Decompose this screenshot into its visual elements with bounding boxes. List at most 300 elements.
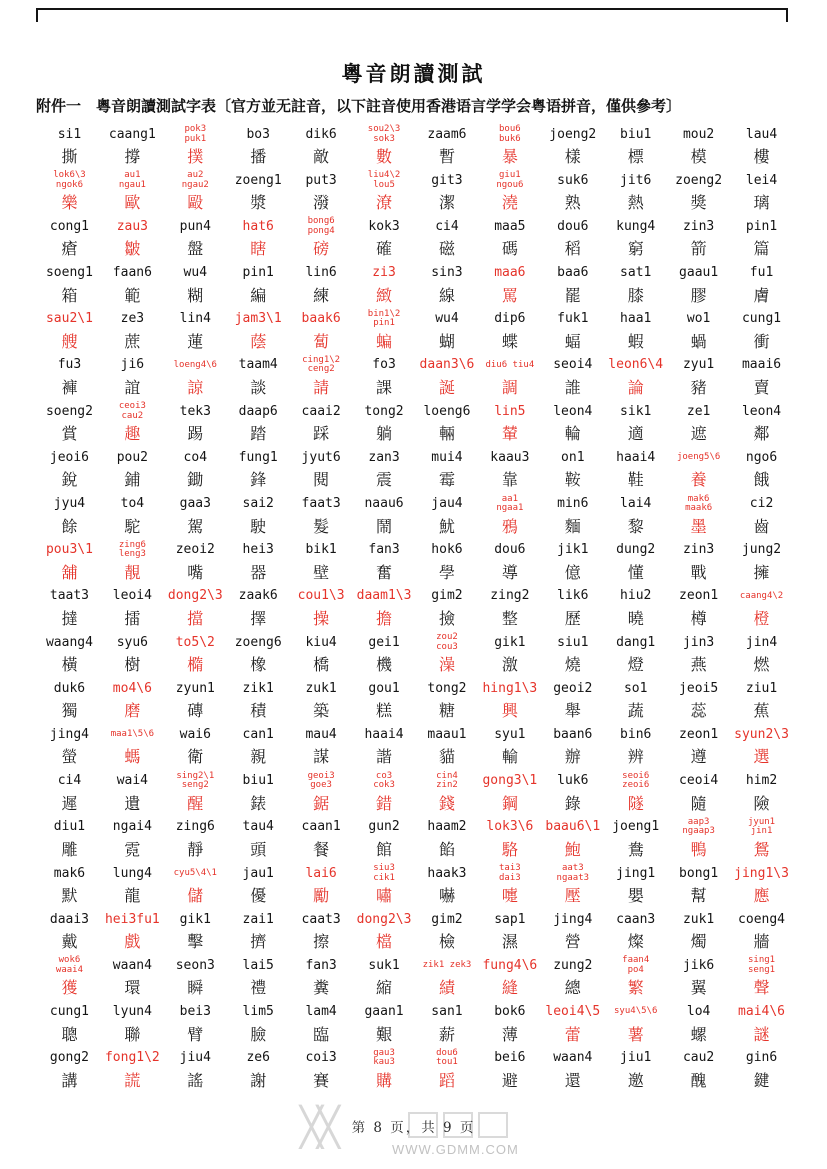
jyutping-label: zan3 [368, 449, 400, 465]
entry-cell [416, 261, 479, 307]
entry-cell [416, 538, 479, 584]
entry-cell [604, 630, 667, 676]
entry-cell [604, 907, 667, 953]
jyutping-label: caan1 [301, 819, 341, 835]
entry-cell [164, 445, 227, 491]
hanzi-char: 碼 [501, 239, 518, 259]
entry-cell [164, 769, 227, 815]
entry-cell [227, 861, 290, 907]
hanzi-char: 學 [438, 562, 455, 582]
entry-cell [604, 538, 667, 584]
hanzi-char: 翼 [690, 978, 707, 998]
entry-cell [416, 399, 479, 445]
hanzi-char: 篇 [753, 239, 770, 259]
hanzi-char: 壓 [564, 886, 581, 905]
jyutping-label: can1 [242, 726, 274, 742]
entry-cell [667, 1046, 730, 1092]
entry-cell [730, 676, 793, 722]
jyutping-label: joeng5\6 [676, 452, 721, 463]
jyutping-label: ci4 [435, 218, 459, 234]
hanzi-char: 雕 [61, 839, 78, 859]
entry-cell [604, 953, 667, 999]
hanzi-char: 養 [690, 470, 707, 490]
entry-cell [101, 353, 164, 399]
hanzi-char: 躺 [376, 424, 393, 444]
hanzi-char: 興 [501, 701, 518, 721]
entry-cell [101, 445, 164, 491]
hanzi-char: 購 [376, 1070, 393, 1090]
hanzi-char: 輛 [438, 424, 455, 444]
entry-cell [101, 907, 164, 953]
hanzi-char: 盤 [187, 239, 204, 259]
hanzi-char: 衝 [753, 331, 770, 351]
entry-cell [101, 168, 164, 214]
hanzi-char: 艱 [376, 1024, 393, 1044]
jyutping-label: leoi4\5 [545, 1004, 601, 1020]
entry-cell [416, 769, 479, 815]
entry-cell [353, 399, 416, 445]
hanzi-char: 磨 [124, 701, 141, 721]
entry-cell [478, 492, 541, 538]
hanzi-char: 練 [313, 285, 330, 305]
jyutping-label: zau3 [116, 218, 149, 234]
jyutping-label: lam4 [305, 1004, 337, 1020]
hanzi-char: 賣 [753, 377, 770, 397]
jyutping-label: daam1\3 [356, 588, 412, 604]
entry-cell [667, 445, 730, 491]
entry-cell [290, 676, 353, 722]
jyutping-label: caang1 [108, 126, 156, 142]
entry-cell [478, 953, 541, 999]
jyutping-label: zin3 [682, 218, 715, 234]
hanzi-char: 遵 [690, 747, 707, 767]
hanzi-char: 稻 [564, 239, 581, 259]
jyutping-label: min6 [557, 496, 589, 511]
hanzi-char: 駕 [187, 516, 204, 536]
entry-cell [38, 769, 101, 815]
entry-cell [478, 214, 541, 260]
jyutping-label: baau6\1 [545, 819, 601, 835]
jyutping-label: diu1 [53, 819, 86, 835]
entry-cell [290, 492, 353, 538]
entry-cell [478, 676, 541, 722]
entry-cell [227, 492, 290, 538]
entry-cell [101, 214, 164, 260]
jyutping-label: gik1 [494, 634, 526, 650]
entry-cell [478, 861, 541, 907]
jyutping-label: fan3 [368, 542, 400, 558]
jyutping-label: maai6 [741, 357, 782, 373]
jyutping-label: jyut6 [301, 449, 341, 465]
entry-cell [478, 122, 541, 168]
entry-cell [541, 1046, 604, 1092]
table-row [38, 769, 793, 815]
hanzi-char: 壁 [313, 562, 330, 582]
entry-cell [38, 584, 101, 630]
jyutping-label: daap6 [238, 403, 278, 419]
hanzi-char: 謠 [187, 1070, 204, 1090]
entry-cell [730, 630, 793, 676]
hanzi-char: 黎 [627, 516, 644, 536]
entry-cell [730, 1046, 793, 1092]
entry-cell [290, 307, 353, 353]
hanzi-char: 戲 [124, 932, 141, 952]
entry-cell [416, 214, 479, 260]
jyutping-label: hei3 [242, 542, 274, 558]
jyutping-label: jit6 [620, 172, 652, 188]
table-row [38, 1046, 793, 1092]
entry-cell [541, 584, 604, 630]
entry-cell [604, 1000, 667, 1046]
hanzi-char: 默 [61, 886, 78, 905]
hanzi-char: 毆 [187, 193, 204, 213]
hanzi-char: 鋼 [501, 793, 518, 813]
hanzi-char: 諧 [376, 747, 393, 767]
jyutping-label: zik1 zek3 [422, 960, 472, 971]
jyutping-label: dik6 [305, 126, 337, 142]
jyutping-label: jeoi6 [49, 449, 90, 465]
hanzi-char: 螺 [690, 1024, 707, 1044]
jyutping-label: caai2 [301, 403, 341, 419]
jyutping-label: hei3fu1 [104, 911, 160, 927]
jyutping-label: maa1\5\6 [110, 729, 155, 740]
hanzi-char: 震 [376, 470, 393, 490]
jyutping-label: wu4 [183, 265, 208, 281]
hanzi-char: 儲 [187, 886, 204, 905]
hanzi-char: 霉 [438, 470, 455, 490]
entry-cell [290, 953, 353, 999]
jyutping-label: aat3 ngaat3 [556, 863, 590, 883]
jyutping-label: wai4 [116, 773, 149, 789]
entry-cell [541, 399, 604, 445]
hanzi-char: 魷 [438, 516, 455, 536]
hanzi-char: 謀 [313, 747, 330, 767]
jyutping-label: ceoi3 cau2 [118, 401, 146, 421]
hanzi-char: 蝸 [690, 331, 707, 351]
jyutping-label: jing1\3 [734, 865, 789, 881]
entry-cell [38, 630, 101, 676]
hanzi-char: 歷 [564, 608, 581, 628]
hanzi-char: 檔 [376, 932, 393, 952]
hanzi-char: 蔭 [250, 331, 267, 351]
jyutping-label: fu3 [57, 357, 82, 373]
jyutping-label: fo3 [372, 357, 396, 373]
hanzi-char: 緻 [376, 285, 393, 305]
hanzi-char: 牆 [753, 932, 770, 952]
jyutping-label: syun2\3 [734, 726, 789, 742]
entry-cell [164, 584, 227, 630]
entry-cell [38, 1000, 101, 1046]
hanzi-char: 積 [250, 701, 267, 721]
jyutping-label: biu1 [620, 126, 652, 142]
jyutping-label: aa1 ngaa1 [496, 493, 524, 513]
hanzi-char: 窮 [627, 239, 644, 259]
jyutping-label: ji6 [120, 357, 145, 373]
jyutping-label: liu4\2 lou5 [367, 170, 401, 190]
entry-cell [667, 584, 730, 630]
hanzi-char: 懂 [627, 562, 644, 582]
entry-cell [667, 122, 730, 168]
hanzi-char: 靜 [187, 839, 204, 859]
entry-cell [164, 722, 227, 768]
entry-cell [101, 307, 164, 353]
hanzi-char: 錄 [564, 793, 581, 813]
jyutping-label: fong1\2 [104, 1050, 160, 1066]
jyutping-label: sou2\3 sok3 [367, 124, 401, 144]
entry-cell [164, 1000, 227, 1046]
hanzi-char: 激 [501, 655, 518, 675]
entry-cell [416, 815, 479, 861]
jyutping-label: maa6 [494, 265, 526, 281]
jyutping-label: daai3 [49, 911, 90, 927]
hanzi-char: 鴦 [627, 839, 644, 859]
hanzi-char: 擊 [187, 932, 204, 952]
jyutping-label: bin1\2 pin1 [367, 308, 401, 329]
hanzi-char: 螢 [61, 747, 78, 767]
jyutping-label: gau3 kau3 [373, 1047, 395, 1068]
jyutping-label: cing1\2 ceng2 [302, 354, 341, 375]
entry-cell [227, 815, 290, 861]
jyutping-label: caat3 [301, 911, 341, 927]
jyutping-label: aap3 ngaap3 [682, 816, 715, 837]
jyutping-label: lei4 [745, 172, 778, 188]
hanzi-char: 薪 [438, 1024, 455, 1044]
jyutping-label: zung2 [553, 957, 593, 973]
entry-cell [101, 261, 164, 307]
hanzi-char: 燒 [564, 655, 581, 675]
hanzi-char: 舖 [61, 562, 78, 582]
entry-cell [604, 861, 667, 907]
entry-cell [101, 584, 164, 630]
hanzi-char: 撲 [187, 147, 204, 166]
hanzi-char: 靚 [124, 562, 141, 582]
jyutping-label: waan4 [553, 1050, 593, 1066]
jyutping-label: bou6 buk6 [499, 124, 521, 144]
entry-cell [38, 722, 101, 768]
hanzi-char: 銳 [61, 470, 78, 490]
entry-cell [478, 584, 541, 630]
jyutping-label: to4 [120, 496, 145, 511]
jyutping-label: leon6\4 [608, 357, 664, 373]
hanzi-char: 燕 [690, 655, 707, 675]
hanzi-char: 蹈 [438, 1070, 455, 1090]
entry-cell [541, 769, 604, 815]
hanzi-char: 嬰 [627, 886, 644, 905]
table-row [38, 307, 793, 353]
jyutping-label: mak6 maak6 [685, 493, 713, 513]
entry-cell [604, 307, 667, 353]
hanzi-char: 鋪 [124, 470, 141, 490]
entry-cell [416, 353, 479, 399]
entry-cell [101, 769, 164, 815]
hanzi-char: 臉 [250, 1024, 267, 1044]
hanzi-char: 醜 [690, 1070, 707, 1090]
jyutping-label: baa6 [557, 265, 589, 281]
hanzi-char: 歐 [124, 193, 141, 213]
jyutping-label: lo4 [686, 1004, 711, 1020]
entry-cell [730, 445, 793, 491]
entry-cell [667, 630, 730, 676]
entry-cell [38, 492, 101, 538]
entry-cell [227, 769, 290, 815]
hanzi-char: 暫 [438, 147, 455, 166]
jyutping-label: soeng2 [45, 403, 93, 419]
hanzi-char: 數 [376, 147, 393, 166]
hanzi-char: 聲 [753, 978, 770, 998]
jyutping-label: mau4 [305, 726, 337, 742]
entry-cell [164, 630, 227, 676]
entry-cell [164, 815, 227, 861]
jyutping-label: lok6\3 ngok6 [53, 170, 86, 190]
jyutping-label: ziu1 [745, 680, 778, 696]
entry-cell [730, 353, 793, 399]
hanzi-char: 獨 [61, 701, 78, 721]
entry-cell [541, 307, 604, 353]
jyutping-label: seoi4 [553, 357, 593, 373]
hanzi-char: 燈 [627, 655, 644, 675]
hanzi-char: 輸 [501, 747, 518, 767]
hanzi-char: 機 [376, 655, 393, 675]
hanzi-char: 撐 [124, 147, 141, 166]
jyutping-label: jau1 [242, 865, 274, 881]
jyutping-label: fung1 [238, 449, 278, 465]
jyutping-label: loeng4\6 [173, 359, 217, 370]
jyutping-label: mo4\6 [112, 680, 152, 696]
entry-cell [730, 538, 793, 584]
hanzi-char: 謎 [753, 1024, 770, 1044]
jyutping-label: geoi3 goe3 [307, 770, 335, 791]
entry-cell [164, 953, 227, 999]
jyutping-label: pun4 [179, 218, 211, 234]
hanzi-char: 戰 [690, 562, 707, 582]
hanzi-char: 導 [501, 562, 518, 582]
jyutping-label: joeng2 [549, 126, 597, 142]
jyutping-label: tau4 [242, 819, 274, 835]
hanzi-char: 褲 [61, 377, 78, 397]
jyutping-label: jeoi5 [679, 680, 719, 696]
jyutping-label: siu1 [557, 634, 589, 650]
entry-cell [667, 353, 730, 399]
entry-cell [604, 676, 667, 722]
jyutping-label: gaau1 [679, 265, 719, 281]
entry-cell [604, 214, 667, 260]
jyutping-label: ngai4 [112, 819, 152, 835]
jyutping-label: fuk1 [557, 311, 589, 327]
entry-cell [227, 122, 290, 168]
jyutping-label: waang4 [45, 634, 93, 650]
jyutping-label: kung4 [616, 218, 656, 234]
entry-cell [730, 492, 793, 538]
jyutping-label: faan4 po4 [622, 955, 650, 975]
hanzi-char: 餓 [753, 470, 770, 490]
jyutping-label: lin6 [305, 265, 337, 281]
jyutping-label: wo1 [686, 311, 711, 327]
hanzi-char: 薄 [501, 1024, 518, 1044]
entry-cell [478, 1046, 541, 1092]
hanzi-char: 麵 [564, 516, 581, 536]
jyutping-label: ci2 [749, 496, 774, 511]
entry-cell [730, 722, 793, 768]
hanzi-char: 瘡 [61, 239, 78, 259]
hanzi-char: 潑 [313, 193, 330, 213]
jyutping-label: so1 [623, 680, 648, 696]
jyutping-label: dou6 [557, 218, 589, 234]
entry-cell [478, 261, 541, 307]
hanzi-char: 螞 [124, 747, 141, 767]
hanzi-char: 勵 [313, 886, 330, 905]
jyutping-label: haa1 [620, 311, 652, 327]
entry-cell [164, 307, 227, 353]
hanzi-char: 請 [313, 377, 330, 397]
jyutping-label: gaan1 [364, 1004, 404, 1020]
entry-cell [478, 815, 541, 861]
page-subtitle: 附件一 粵音朗讀測試字表〔官方並无註音，以下註音使用香港语言学学会粤语拼音，僅供參考〕 [36, 97, 682, 115]
entry-cell [38, 445, 101, 491]
entry-cell [164, 168, 227, 214]
entry-cell [164, 353, 227, 399]
jyutping-label: fan3 [305, 957, 337, 973]
hanzi-char: 築 [313, 701, 330, 721]
entry-cell [416, 722, 479, 768]
entry-cell [38, 307, 101, 353]
jyutping-label: zing6 [175, 819, 215, 835]
jyutping-label: san1 [431, 1004, 463, 1020]
hanzi-char: 標 [627, 147, 644, 166]
entry-cell [667, 907, 730, 953]
hanzi-char: 磁 [438, 239, 455, 259]
jyutping-label: biu1 [242, 773, 274, 789]
entry-cell [101, 122, 164, 168]
hanzi-char: 鋒 [250, 470, 267, 490]
hanzi-char: 駛 [250, 516, 267, 536]
hanzi-char: 橙 [753, 608, 770, 628]
entry-cell [478, 538, 541, 584]
entry-cell [227, 538, 290, 584]
hanzi-char: 餡 [438, 839, 455, 859]
jyutping-label: zoeng6 [234, 634, 282, 650]
hanzi-char: 選 [753, 747, 770, 767]
hanzi-char: 嘯 [376, 886, 393, 905]
entry-cell [604, 769, 667, 815]
entry-cell [541, 907, 604, 953]
hanzi-char: 璃 [753, 193, 770, 213]
hanzi-char: 撿 [438, 608, 455, 628]
entry-cell [101, 676, 164, 722]
hanzi-char: 貓 [438, 747, 455, 767]
entry-cell [353, 1000, 416, 1046]
hanzi-char: 橡 [250, 655, 267, 675]
jyutping-label: seoi6 zeoi6 [622, 770, 650, 791]
jyutping-label: daan3\6 [419, 357, 475, 373]
entry-cell [730, 953, 793, 999]
hanzi-char: 險 [753, 793, 770, 813]
hanzi-char: 器 [250, 562, 267, 582]
entry-cell [38, 538, 101, 584]
table-row [38, 907, 793, 953]
entry-cell [290, 538, 353, 584]
entry-cell [290, 1000, 353, 1046]
hanzi-char: 確 [376, 239, 393, 259]
entry-cell [290, 168, 353, 214]
entry-cell [730, 584, 793, 630]
jyutping-label: kok3 [368, 218, 400, 234]
entry-cell [290, 815, 353, 861]
entry-cell [667, 769, 730, 815]
hanzi-char: 蝴 [438, 331, 455, 351]
jyutping-label: zaam6 [427, 126, 467, 142]
entry-cell [604, 1046, 667, 1092]
jyutping-label: zoeng2 [675, 172, 723, 188]
